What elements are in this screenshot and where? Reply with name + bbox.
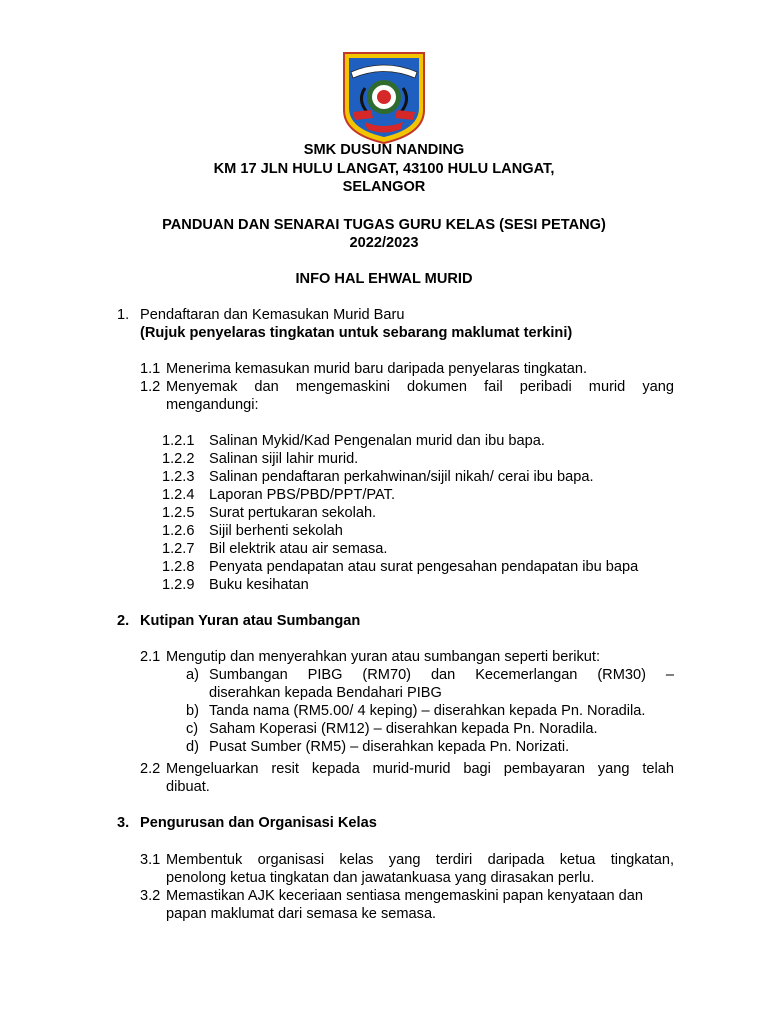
subitem-number: 1.2.4 (162, 487, 195, 503)
subitem-text: Laporan PBS/PBD/PPT/PAT. (209, 487, 396, 503)
item-text: Menyemak dan mengemaskini dokumen fail peribadi murid yang (166, 379, 674, 395)
item-text-continued: papan maklumat dari semasa ke semasa. (166, 906, 437, 922)
letter-item-text: Pusat Sumber (RM5) – diserahkan kepada Pn. Norizati. (209, 739, 570, 755)
item-number: 3.2 (140, 888, 161, 904)
item-text-continued: penolong ketua tingkatan dan jawatankuasa yang dirasakan perlu. (166, 870, 595, 886)
subitem-number: 1.2.3 (162, 469, 195, 485)
item-text: Mengeluarkan resit kepada murid-murid bagi pembayaran yang telah (166, 761, 674, 777)
subitem-number: 1.2.7 (162, 541, 195, 557)
section-3-title: Pengurusan dan Organisasi Kelas (140, 815, 377, 831)
item-number: 2.2 (140, 761, 161, 777)
subitem-text: Penyata pendapatan atau surat pengesahan pendapatan ibu bapa (209, 559, 639, 575)
subitem-text: Bil elektrik atau air semasa. (209, 541, 388, 557)
letter-item-label: c) (186, 721, 199, 737)
address-line-2: SELANGOR (342, 179, 426, 195)
subitem-text: Surat pertukaran sekolah. (209, 505, 377, 521)
address-line-1: KM 17 JLN HULU LANGAT, 43100 HULU LANGAT, (213, 161, 555, 177)
school-name: SMK DUSUN NANDING (303, 142, 465, 158)
document-title: PANDUAN DAN SENARAI TUGAS GURU KELAS (SESI PETANG) (162, 217, 606, 233)
section-2-title: Kutipan Yuran atau Sumbangan (140, 613, 361, 629)
section-1-title: Pendaftaran dan Kemasukan Murid Baru (140, 307, 405, 323)
item-text: Membentuk organisasi kelas yang terdiri daripada ketua tingkatan, (166, 852, 674, 868)
subitem-text: Salinan Mykid/Kad Pengenalan murid dan ibu bapa. (209, 433, 545, 449)
subitem-text: Salinan pendaftaran perkahwinan/sijil nikah/ cerai ibu bapa. (209, 469, 594, 485)
letter-item-text-continued: diserahkan kepada Bendahari PIBG (209, 685, 442, 701)
item-text-continued: mengandungi: (166, 397, 259, 413)
school-crest-logo (343, 52, 425, 144)
section-1-number: 1. (117, 307, 130, 323)
subitem-number: 1.2.5 (162, 505, 195, 521)
section-3-number: 3. (117, 815, 130, 831)
subitem-number: 1.2.8 (162, 559, 195, 575)
section-2-number: 2. (117, 613, 130, 629)
letter-item-text: Tanda nama (RM5.00/ 4 keping) – diserahkan kepada Pn. Noradila. (209, 703, 646, 719)
subitem-number: 1.2.1 (162, 433, 195, 449)
session-year: 2022/2023 (349, 235, 419, 251)
item-text-continued: dibuat. (166, 779, 210, 795)
subitem-number: 1.2.6 (162, 523, 195, 539)
letter-item-label: b) (186, 703, 199, 719)
item-number: 1.2 (140, 379, 161, 395)
letter-item-text: Saham Koperasi (RM12) – diserahkan kepada Pn. Noradila. (209, 721, 598, 737)
subitem-number: 1.2.2 (162, 451, 195, 467)
item-text: Mengutip dan menyerahkan yuran atau sumbangan seperti berikut: (166, 649, 601, 665)
subitem-text: Sijil berhenti sekolah (209, 523, 343, 539)
item-number: 2.1 (140, 649, 161, 665)
section-heading: INFO HAL EHWAL MURID (295, 271, 473, 287)
letter-item-text: Sumbangan PIBG (RM70) dan Kecemerlangan (RM30) – (209, 667, 674, 683)
subitem-number: 1.2.9 (162, 577, 195, 593)
subitem-text: Salinan sijil lahir murid. (209, 451, 359, 467)
item-text: Memastikan AJK keceriaan sentiasa mengemaskini papan kenyataan dan (166, 888, 644, 904)
section-1-note: (Rujuk penyelaras tingkatan untuk sebarang maklumat terkini) (140, 325, 573, 341)
letter-item-label: a) (186, 667, 199, 683)
item-number: 3.1 (140, 852, 161, 868)
item-text: Menerima kemasukan murid baru daripada penyelaras tingkatan. (166, 361, 588, 377)
item-number: 1.1 (140, 361, 161, 377)
subitem-text: Buku kesihatan (209, 577, 309, 593)
letter-item-label: d) (186, 739, 199, 755)
